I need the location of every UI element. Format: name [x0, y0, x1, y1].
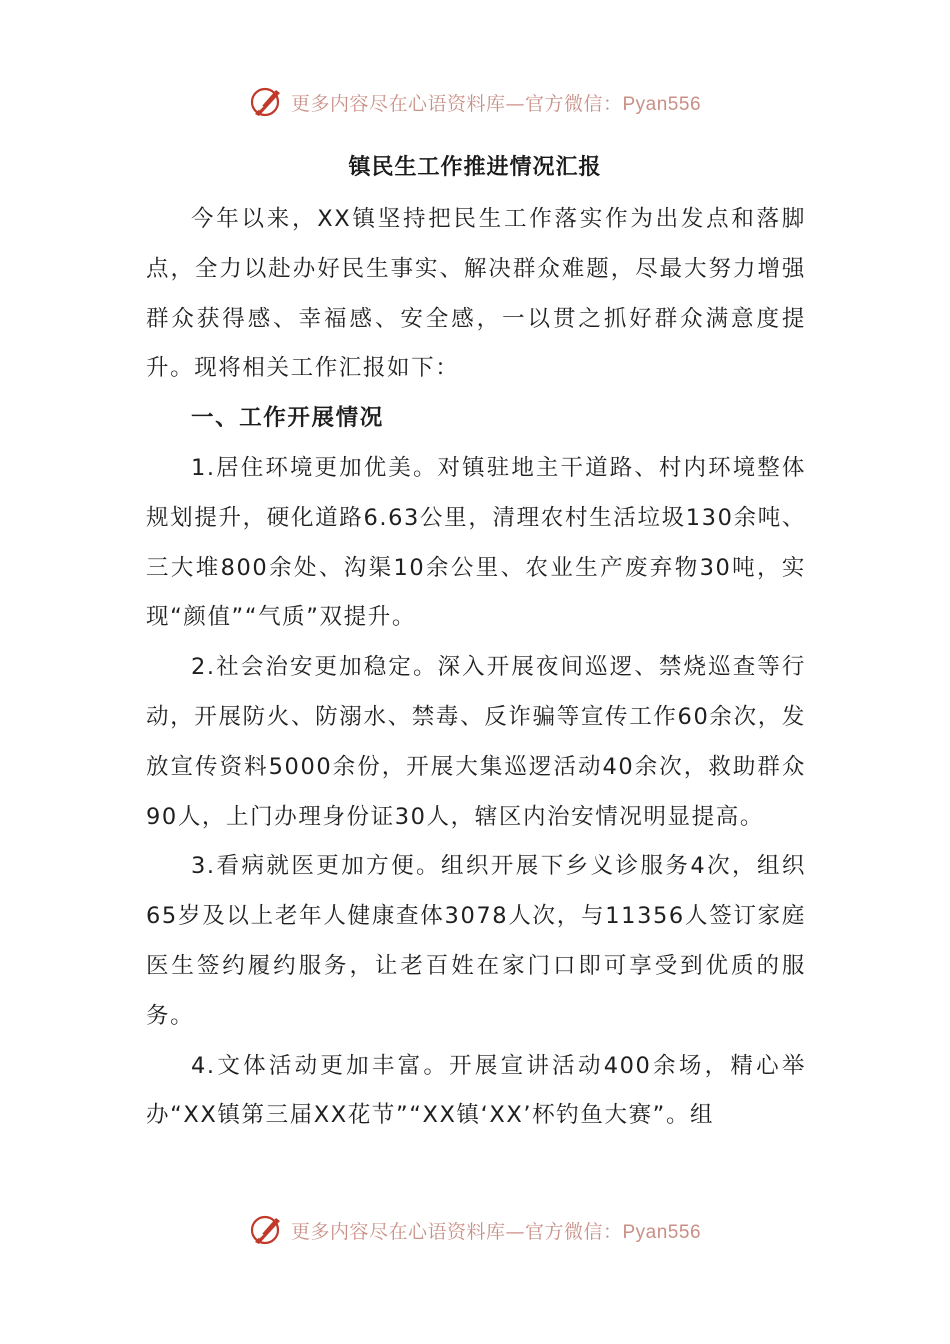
header-watermark-banner: [0, 80, 950, 124]
watermark-text: [291, 89, 701, 116]
paragraph-culture-sports: 4.文体活动更加丰富。开展宣讲活动400余场，精心举办“XX镇第三届XX花节”“XX镇‘XX’杯钓鱼大赛”。组: [146, 1052, 806, 1129]
wechat-label: 官方微信：: [524, 1220, 623, 1243]
separator-dash: —: [505, 92, 525, 115]
document-body: [146, 195, 806, 1141]
paragraph-public-security: 2.社会治安更加稳定。深入开展夜间巡逻、禁烧巡查等行动，开展防火、防溺水、禁毒、反诈骗等宣传工作60余次，发放宣传资料5000余份，开展大集巡逻活动40余次，救助群众90人，上门办理身份证30人，辖区内治安情况明显提高。: [146, 654, 806, 830]
watermark-text: [291, 1217, 701, 1244]
footer-watermark-banner: [0, 1208, 950, 1252]
wechat-id: Pyan556: [622, 1221, 702, 1243]
section-heading: 一、工作开展情况: [191, 405, 384, 432]
wechat-id: Pyan556: [622, 93, 702, 115]
intro-paragraph: 今年以来，XX镇坚持把民生工作落实作为出发点和落脚点，全力以赴办好民生事实、解决群众难题，尽最大努力增强群众获得感、幸福感、安全感，一以贯之抓好群众满意度提升。现将相关工作汇报如下：: [146, 206, 806, 382]
brand-text: 更多内容尽在心语资料库: [290, 92, 506, 115]
document-title: 镇民生工作推进情况汇报: [348, 155, 602, 180]
paragraph-medical-care: 3.看病就医更加方便。组织开展下乡义诊服务4次，组织65岁及以上老年人健康查体3078人次，与11356人签订家庭医生签约履约服务，让老百姓在家门口即可享受到优质的服务。: [146, 853, 806, 1029]
quill-logo-icon: [249, 84, 285, 120]
paragraph-living-environment: 1.居住环境更加优美。对镇驻地主干道路、村内环境整体规划提升，硬化道路6.63公里，清理农村生活垃圾130余吨、三大堆800余处、沟渠10余公里、农业生产废弃物30吨，实现“颜值”“气质”双提升。: [146, 454, 806, 631]
separator-dash: —: [505, 1220, 525, 1243]
wechat-label: 官方微信：: [524, 92, 623, 115]
quill-logo-icon: [249, 1212, 285, 1248]
brand-text: 更多内容尽在心语资料库: [290, 1220, 506, 1243]
